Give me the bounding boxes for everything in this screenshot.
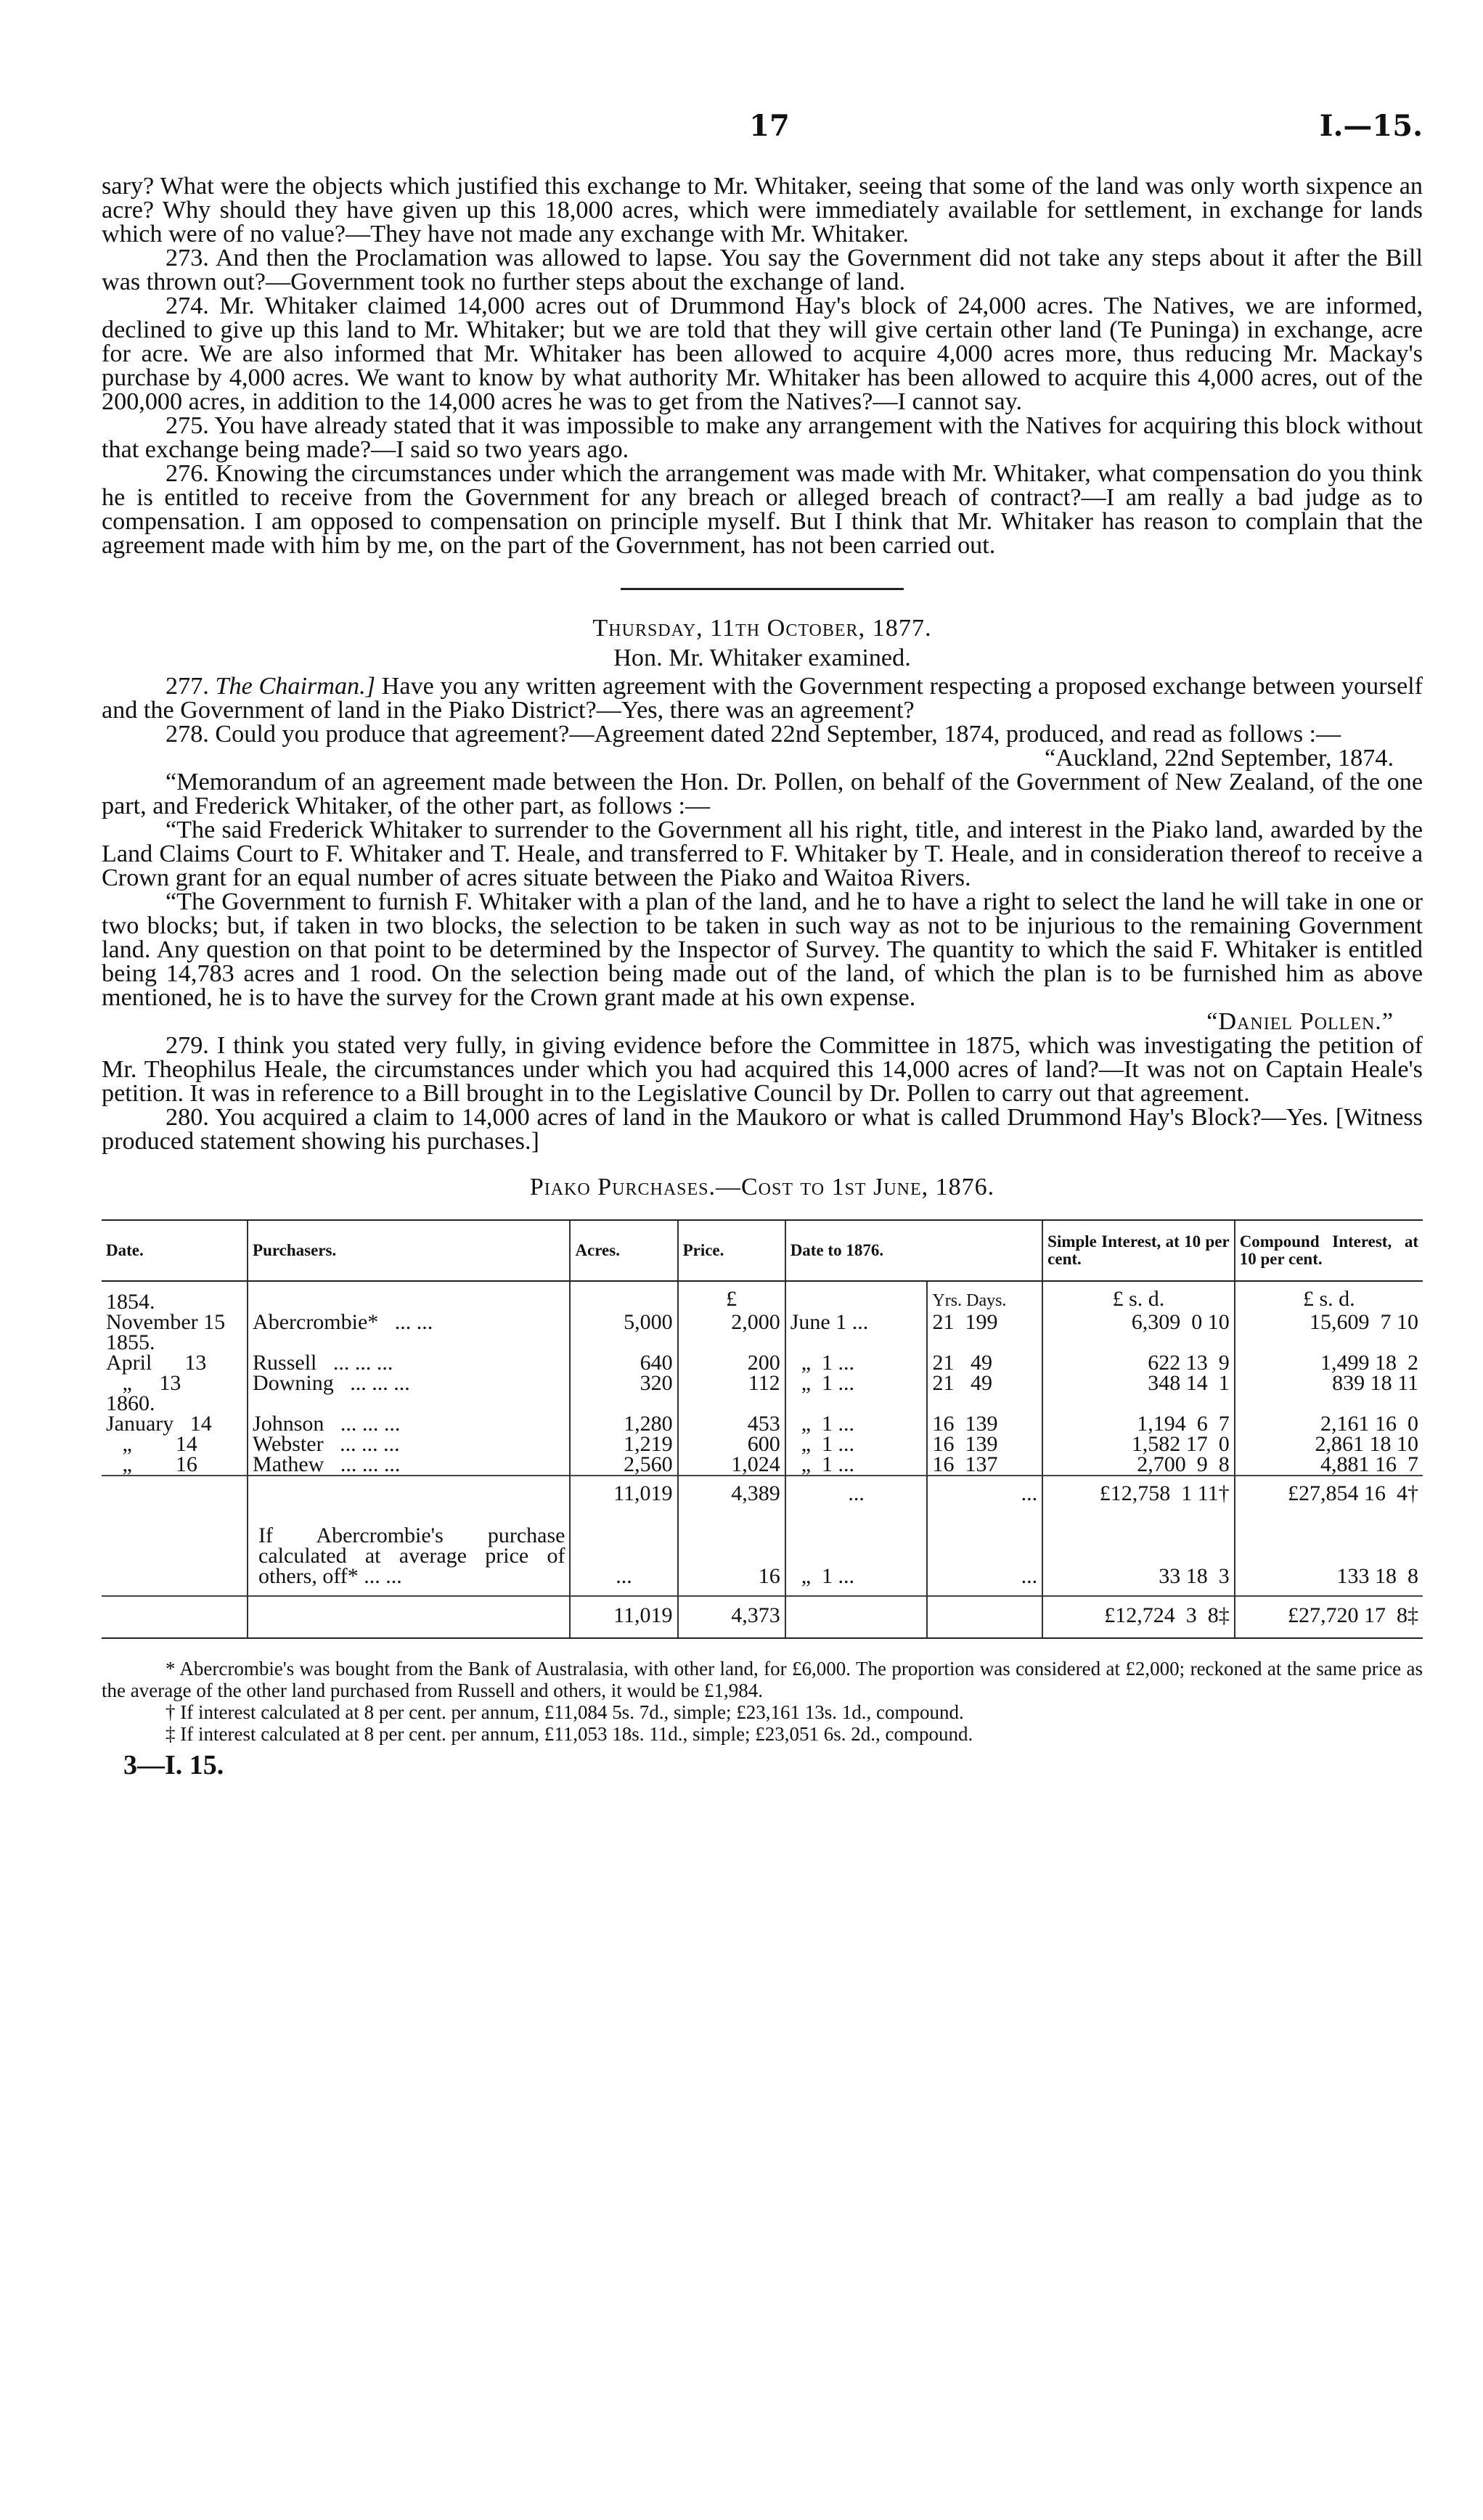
paragraph: 276. Knowing the circumstances under which the arrangement was made with Mr. Whitaker, what compensation do you think he is entitled to receive from the Government for any breach or alleged breach of contract?—I am really a bad judge as to compensation. I am opposed to compensation on principle myself. But I think that Mr. Whitaker has reason to complain that the agreement made with him by me, on the part of the Government, has not been carried out. <box>102 460 1423 559</box>
price-cell: 16 <box>678 1518 785 1596</box>
price-cell: 4,373 <box>678 1596 785 1638</box>
purchaser-cell: Downing ... ... ... <box>248 1373 570 1394</box>
purchases-table <box>102 1219 1423 1639</box>
period-cell: ... <box>927 1476 1042 1518</box>
question-text: Have you any written agreement with the Government respecting a proposed exchange between yourself and the Government of land in the Piako District?—Yes, there was an agreement? <box>102 673 1423 724</box>
column-header: Compound Interest, at 10 per cent. <box>1235 1220 1423 1281</box>
table-title: Piako Purchases.—Cost to 1st June, 1876. <box>529 1174 995 1200</box>
acres-cell: 1,219 <box>570 1434 677 1455</box>
to-date-cell: ... <box>785 1476 928 1518</box>
to-date-cell: „ 1 ... <box>785 1414 928 1434</box>
acres-cell: 5,000 <box>570 1312 677 1333</box>
memo-paragraph: “Memorandum of an agreement made between the Hon. Dr. Pollen, on behalf of the Government of New Zealand, of the one part, and Frederick Whitaker, of the other part, as follows :— <box>102 769 1423 819</box>
table-row <box>102 1434 1423 1455</box>
examined-heading: Hon. Mr. Whitaker examined. <box>613 645 911 671</box>
column-header: Purchasers. <box>248 1220 570 1281</box>
compound-cell: 15,609 7 10 <box>1235 1312 1423 1333</box>
paragraph-277 <box>102 674 1423 722</box>
date-cell: „ 14 <box>122 1432 197 1456</box>
to-date-cell: „ 1 ... <box>785 1434 928 1455</box>
speaker-label: The Chairman.] <box>215 673 376 700</box>
simple-cell: 1,194 6 7 <box>1042 1414 1235 1434</box>
date-cell: April 13 <box>106 1351 207 1375</box>
column-header: Date to 1876. <box>785 1220 1042 1281</box>
to-date-cell: „ 1 ... <box>785 1518 928 1596</box>
column-header: Price. <box>678 1220 785 1281</box>
year-row <box>102 1333 1423 1353</box>
paragraph: 274. Mr. Whitaker claimed 14,000 acres out of Drummond Hay's block of 24,000 acres. The Natives, we are informed, declined to give up this land to Mr. Whitaker; but we are told that they will give certain other land (Te Puninga) in exchange, acre for acre. We are also informed that Mr. Whitaker has been allowed to acquire 4,000 acres more, thus reducing Mr. Mackay's purchase by 4,000 acres. We want to know by what authority Mr. Whitaker has been allowed to acquire this 4,000 acres, out of the 200,000 acres, in addition to the 14,000 acres he was to get from the Natives?—I cannot say. <box>102 292 1423 415</box>
simple-cell: £12,724 3 8‡ <box>1042 1596 1235 1638</box>
period-cell: 21 49 <box>927 1353 1042 1373</box>
memo-paragraph: “The said Frederick Whitaker to surrender to the Government all his right, title, and interest in the Piako land, awarded by the Land Claims Court to F. Whitaker and T. Heale, and transferred to F. Whitaker by T. Heale, and in consideration thereof to receive a Crown grant for an equal number of acres situate between the Piako and Waitoa Rivers. <box>102 817 1423 891</box>
simple-cell: 622 13 9 <box>1042 1353 1235 1373</box>
period-cell: ... <box>927 1518 1042 1596</box>
acres-cell: 1,280 <box>570 1414 677 1434</box>
to-date-cell: June 1 ... <box>785 1312 928 1333</box>
adjustment-label: If Abercrombie's purchase calculated at average price of others, off* ... ... <box>248 1518 570 1596</box>
acres-cell: 11,019 <box>570 1596 677 1638</box>
page-header <box>102 109 1423 152</box>
price-cell: 4,389 <box>678 1476 785 1518</box>
price-cell: 112 <box>678 1373 785 1394</box>
date-heading: Thursday, 11th October, 1877. <box>592 615 932 642</box>
period-cell: 21 49 <box>927 1373 1042 1394</box>
date-cell: January 14 <box>106 1412 212 1436</box>
simple-cell: 33 18 3 <box>1042 1518 1235 1596</box>
date-cell: November 15 <box>106 1310 226 1334</box>
table-row <box>102 1414 1423 1434</box>
purchaser-cell: Abercrombie* ... ... <box>248 1312 570 1333</box>
to-date-cell: „ 1 ... <box>785 1455 928 1476</box>
paragraph: 275. You have already stated that it was impossible to make any arrangement with the Natives for acquiring this block without that exchange being made?—I said so two years ago. <box>102 412 1423 463</box>
memo-paragraph: “The Government to furnish F. Whitaker with a plan of the land, and he to have a right to select the land he will take in one or two blocks; but, if taken in two blocks, the selection to be taken in such way as not to be injurious to the remaining Government land. Any question on that point to be determined by the Inspector of Survey. The quantity to which the said F. Whitaker is entitled being 14,783 acres and 1 rood. On the selection being made out of the land, of which the plan is to be furnished him as above mentioned, he is to have the survey for the Crown grant made at his own expense. <box>102 888 1423 1011</box>
simple-cell: 6,309 0 10 <box>1042 1312 1235 1333</box>
agreement-dateline: “Auckland, 22nd September, 1874. <box>1045 745 1394 772</box>
date-cell: „ 16 <box>122 1452 197 1476</box>
compound-cell: 2,161 16 0 <box>1235 1414 1423 1434</box>
signature: “Daniel Pollen.” <box>1206 1008 1394 1035</box>
price-cell: 453 <box>678 1414 785 1434</box>
price-cell: 600 <box>678 1434 785 1455</box>
table-row <box>102 1373 1423 1394</box>
paragraph: 280. You acquired a claim to 14,000 acres of land in the Maukoro or what is called Drummond Hay's Block?—Yes. [Witness produced statement showing his purchases.] <box>102 1104 1423 1155</box>
compound-cell: £27,854 16 4† <box>1235 1476 1423 1518</box>
compound-cell: 133 18 8 <box>1235 1518 1423 1596</box>
acres-cell: ... <box>570 1518 677 1596</box>
unit-label: £ s. d. <box>1235 1281 1423 1312</box>
page-number: 17 <box>749 109 790 143</box>
table-row <box>102 1455 1423 1476</box>
purchaser-cell: Russell ... ... ... <box>248 1353 570 1373</box>
paragraph: 279. I think you stated very fully, in giving evidence before the Committee in 1875, which was investigating the petition of Mr. Theophilus Heale, the circumstances under which you had acquired this 14,000 acres of land?—It was not on Captain Heale's petition. It was in reference to a Bill brought in to the Legislative Council by Dr. Pollen to carry out that agreement. <box>102 1032 1423 1107</box>
acres-cell: 320 <box>570 1373 677 1394</box>
compound-cell: 839 18 11 <box>1235 1373 1423 1394</box>
year-label: 1854. <box>106 1290 155 1314</box>
year-label: 1860. <box>106 1391 155 1415</box>
paragraph-278: 278. Could you produce that agreement?—Agreement dated 22nd September, 1874, produced, and read as follows :— <box>166 721 1341 748</box>
document-reference: I.—15. <box>1319 109 1423 143</box>
acres-cell: 2,560 <box>570 1455 677 1476</box>
date-cell: „ 13 <box>122 1371 181 1395</box>
acres-cell: 11,019 <box>570 1476 677 1518</box>
table-row <box>102 1353 1423 1373</box>
price-cell: 1,024 <box>678 1455 785 1476</box>
compound-cell: 2,861 18 10 <box>1235 1434 1423 1455</box>
period-cell: 16 139 <box>927 1434 1042 1455</box>
paragraph-number: 277. <box>166 673 209 700</box>
footnote: ‡ If interest calculated at 8 per cent. per annum, £11,053 18s. 11d., simple; £23,051 6s. 2d., compound. <box>166 1723 973 1745</box>
paragraph: sary? What were the objects which justified this exchange to Mr. Whitaker, seeing that some of the land was only worth sixpence an acre? Why should they have given up this 18,000 acres, which were immediately available for settlement, in exchange for lands which were of no value?—They have not made any exchange with Mr. Whitaker. <box>102 173 1423 248</box>
subtotal-row <box>102 1476 1423 1518</box>
column-header: Date. <box>102 1220 248 1281</box>
adjustment-row <box>102 1518 1423 1596</box>
document-body <box>102 174 1423 1778</box>
compound-cell: 1,499 18 2 <box>1235 1353 1423 1373</box>
footnote: * Abercrombie's was bought from the Bank of Australasia, with other land, for £6,000. The proportion was considered at £2,000; reckoned at the same price as the average of the other land purchased from Russell and others, it would be £1,984. <box>102 1658 1423 1701</box>
total-row <box>102 1596 1423 1638</box>
unit-label: £ <box>678 1281 785 1312</box>
simple-cell: 1,582 17 0 <box>1042 1434 1235 1455</box>
period-cell: 16 137 <box>927 1455 1042 1476</box>
units-row <box>102 1281 1423 1312</box>
signature-reference: 3—I. 15. <box>123 1750 224 1780</box>
unit-label: £ s. d. <box>1042 1281 1235 1312</box>
paragraph: 273. And then the Proclamation was allowed to lapse. You say the Government did not take any steps about it after the Bill was thrown out?—Government took no further steps about the exchange of land. <box>102 245 1423 295</box>
compound-cell: 4,881 16 7 <box>1235 1455 1423 1476</box>
period-cell: 16 139 <box>927 1414 1042 1434</box>
to-date-cell: „ 1 ... <box>785 1373 928 1394</box>
column-header: Acres. <box>570 1220 677 1281</box>
acres-cell: 640 <box>570 1353 677 1373</box>
simple-cell: 2,700 9 8 <box>1042 1455 1235 1476</box>
period-cell: 21 199 <box>927 1312 1042 1333</box>
purchaser-cell: Johnson ... ... ... <box>248 1414 570 1434</box>
simple-cell: 348 14 1 <box>1042 1373 1235 1394</box>
footnote: † If interest calculated at 8 per cent. per annum, £11,084 5s. 7d., simple; £23,161 13s. 1d., compound. <box>166 1701 964 1723</box>
price-cell: 200 <box>678 1353 785 1373</box>
to-date-cell: „ 1 ... <box>785 1353 928 1373</box>
section-divider <box>621 588 904 590</box>
purchaser-cell: Mathew ... ... ... <box>248 1455 570 1476</box>
compound-cell: £27,720 17 8‡ <box>1235 1596 1423 1638</box>
table-header-row <box>102 1220 1423 1281</box>
price-cell: 2,000 <box>678 1312 785 1333</box>
year-row <box>102 1394 1423 1414</box>
footnotes <box>102 1658 1423 1745</box>
unit-label: Yrs. Days. <box>927 1281 1042 1312</box>
table-row <box>102 1312 1423 1333</box>
simple-cell: £12,758 1 11† <box>1042 1476 1235 1518</box>
column-header: Simple Interest, at 10 per cent. <box>1042 1220 1235 1281</box>
purchaser-cell: Webster ... ... ... <box>248 1434 570 1455</box>
year-label: 1855. <box>106 1330 155 1354</box>
